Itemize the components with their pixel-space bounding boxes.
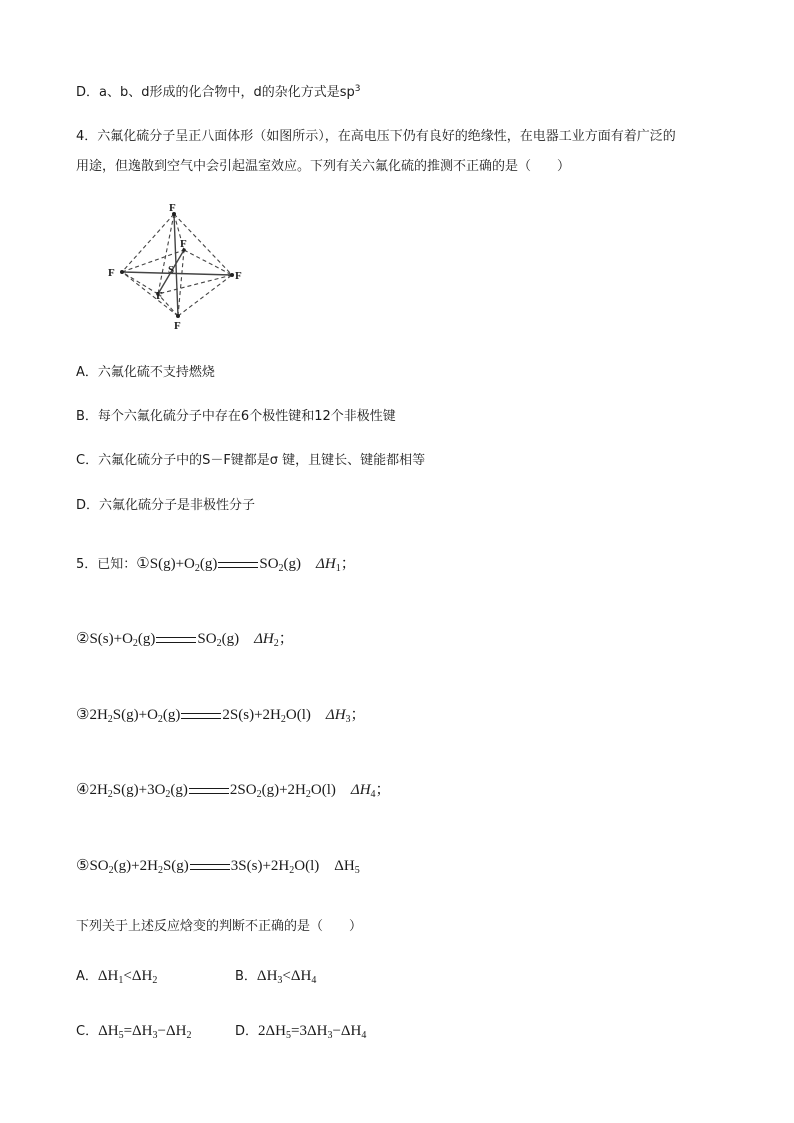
- q5-option-c-label: C．: [76, 1024, 99, 1039]
- eq3-lhs-b: S(g)+O: [112, 707, 158, 723]
- f-label-back: F: [180, 238, 187, 250]
- q5-option-c-sub1: 5: [118, 1030, 124, 1041]
- f-label-right: F: [235, 270, 242, 282]
- eq3-lhs-a: 2H: [89, 707, 108, 723]
- eq4-dh-sub: 4: [370, 789, 376, 800]
- eq4-lhs-b: S(g)+3O: [112, 782, 166, 798]
- q5-option-c-sub3: 2: [186, 1030, 192, 1041]
- eq5-rhs-sub: 2: [289, 865, 295, 876]
- q5-prefix: 5．已知：: [76, 557, 137, 572]
- eq4-lhs-a-sub: 2: [107, 789, 113, 800]
- q4-stem-line1: 4．六氟化硫分子呈正八面体形（如图所示），在高电压下仍有良好的绝缘性，在电器工业方面有着广泛的: [76, 129, 676, 144]
- eq2-rhs-sub: 2: [216, 638, 222, 649]
- q5-option-c-sub2: 3: [152, 1030, 158, 1041]
- f-label-left: F: [108, 267, 115, 279]
- q5-option-a-sub2: 2: [152, 975, 158, 986]
- q5-option-d-mid2: −ΔH: [332, 1023, 362, 1039]
- q5-option-a-dh: ΔH: [97, 968, 119, 984]
- eq1-number: ①: [136, 556, 150, 572]
- eq1-rhs: SO: [259, 556, 279, 572]
- f-label-front: F: [156, 290, 163, 302]
- q5-option-d-label: D．: [235, 1024, 259, 1039]
- q5-option-d-sub1: 5: [286, 1030, 291, 1041]
- eq3-lhs-b-sub: 2: [157, 714, 163, 725]
- f-label-bottom: F: [174, 320, 181, 332]
- eq3-lhs-c: (g): [162, 707, 181, 723]
- eq2-rhs-end: (g): [221, 631, 240, 647]
- q5-option-d: [235, 1022, 366, 1041]
- eq2-lhs-end: (g): [137, 631, 156, 647]
- q3-option-d-sup: 3: [354, 84, 361, 94]
- eq1-lhs-sub: 2: [194, 563, 200, 574]
- eq4-rhs-sub: 2: [256, 789, 262, 800]
- eq2-number: ②: [76, 631, 90, 647]
- eq3-dh-sub: 3: [345, 714, 351, 725]
- q5-equation-1: [76, 555, 356, 574]
- q3-option-d: [76, 84, 361, 102]
- q4-option-d: D．六氟化硫分子是非极性分子: [76, 498, 256, 513]
- q5-equation-4: [76, 781, 391, 799]
- q5-option-d-sub2: 3: [327, 1030, 333, 1041]
- eq5-number: ⑤: [76, 858, 90, 874]
- q5-option-b-mid: <ΔH: [282, 968, 312, 984]
- eq3-end: ；: [350, 707, 366, 723]
- f-label-top: F: [169, 202, 176, 214]
- q5-option-b-label: B．: [235, 969, 257, 984]
- q5-question: 下列关于上述反应焓变的判断不正确的是（ ）: [76, 919, 363, 934]
- q5-option-c-mid: =ΔH: [123, 1023, 153, 1039]
- q4-option-c: C．六氟化硫分子中的S－F键都是σ 键，且键长、键能都相等: [76, 453, 426, 468]
- eq4-end: ；: [375, 782, 391, 798]
- eq5-dh-sub: 5: [354, 865, 360, 876]
- q5-option-b-dh: ΔH: [256, 968, 278, 984]
- q5-option-d-mid: =3ΔH: [291, 1023, 328, 1039]
- eq5-rhs-end: O(l): [294, 858, 320, 874]
- eq4-lhs-b-sub: 2: [165, 789, 171, 800]
- eq4-lhs-c: (g): [170, 782, 188, 798]
- sf6-octahedron-diagram: [100, 200, 250, 332]
- q4-option-a: A．六氟化硫不支持燃烧: [76, 365, 215, 380]
- eq5-lhs-a: SO: [89, 858, 109, 874]
- eq3-number: ③: [76, 707, 90, 723]
- q5-option-b-sub1: 3: [277, 975, 283, 986]
- q3-option-d-text: D．a、b、d形成的化合物中，d的杂化方式是sp: [76, 85, 355, 100]
- eq3-lhs-a-sub: 2: [107, 714, 113, 725]
- q5-options-ab: [76, 967, 157, 986]
- eq2-dh-sub: 2: [273, 638, 279, 649]
- eq4-number: ④: [76, 782, 90, 798]
- eq2-rhs: SO: [197, 631, 217, 647]
- eq3-rhs-end: O(l): [285, 707, 311, 723]
- eq1-rhs-end: (g): [283, 556, 302, 572]
- q5-option-c: [76, 1022, 191, 1041]
- eq4-rhs-mid: (g)+2H: [261, 782, 306, 798]
- eq3-equals-arrow: [181, 713, 221, 719]
- eq5-rhs: 3S(s)+2H: [230, 858, 290, 874]
- eq5-lhs-a-sub: 2: [108, 865, 114, 876]
- q5-option-c-mid2: −ΔH: [157, 1023, 187, 1039]
- q5-option-d-dh: 2ΔH: [258, 1023, 286, 1039]
- eq2-lhs-sub: 2: [132, 638, 138, 649]
- q5-equation-2: [76, 630, 294, 648]
- eq5-lhs-b-sub: 2: [157, 865, 163, 876]
- eq2-dh: ΔH: [254, 631, 274, 647]
- eq1-lhs: S(g)+O: [149, 556, 195, 572]
- eq4-rhs: 2SO: [229, 782, 257, 798]
- eq4-rhs-end: O(l): [310, 782, 336, 798]
- eq2-end: ；: [278, 631, 294, 647]
- eq5-dh: ΔH: [334, 858, 355, 874]
- eq1-dh-sub: 1: [335, 563, 341, 574]
- eq4-lhs-a: 2H: [89, 782, 108, 798]
- eq1-equals-arrow: [218, 562, 258, 568]
- eq3-rhs: 2S(s)+2H: [222, 707, 281, 723]
- eq4-equals-arrow: [189, 788, 229, 794]
- eq1-lhs-end: (g): [199, 556, 218, 572]
- eq4-dh: ΔH: [350, 782, 371, 798]
- eq3-dh: ΔH: [325, 707, 346, 723]
- q5-option-a-mid: <ΔH: [123, 968, 153, 984]
- eq3-rhs-sub: 2: [280, 714, 286, 725]
- eq5-equals-arrow: [190, 864, 230, 870]
- q4-stem-line2: 用途，但逸散到空气中会引起温室效应。下列有关六氟化硫的推测不正确的是（ ）: [76, 159, 571, 174]
- q5-option-d-sub3: 4: [361, 1030, 367, 1041]
- s-label-center: S: [168, 264, 175, 276]
- eq4-rhs-sub2: 2: [305, 789, 311, 800]
- q5-equation-5: [76, 857, 360, 875]
- eq5-lhs-c: S(g): [162, 858, 189, 874]
- eq2-equals-arrow: [156, 637, 196, 643]
- eq1-dh: ΔH: [316, 556, 336, 572]
- q5-option-b: [235, 967, 316, 986]
- q5-equation-3: [76, 706, 366, 724]
- q5-option-c-dh: ΔH: [98, 1023, 119, 1039]
- eq2-lhs: S(s)+O: [89, 631, 133, 647]
- q5-option-a-label: A．: [76, 969, 98, 984]
- eq1-rhs-sub: 2: [278, 563, 284, 574]
- q5-option-b-sub2: 4: [311, 975, 317, 986]
- q5-option-a-sub1: 1: [118, 975, 124, 986]
- q4-option-b: B．每个六氟化硫分子中存在6个极性键和12个非极性键: [76, 409, 396, 424]
- eq1-end: ；: [340, 556, 356, 572]
- eq5-lhs-b: (g)+2H: [113, 858, 158, 874]
